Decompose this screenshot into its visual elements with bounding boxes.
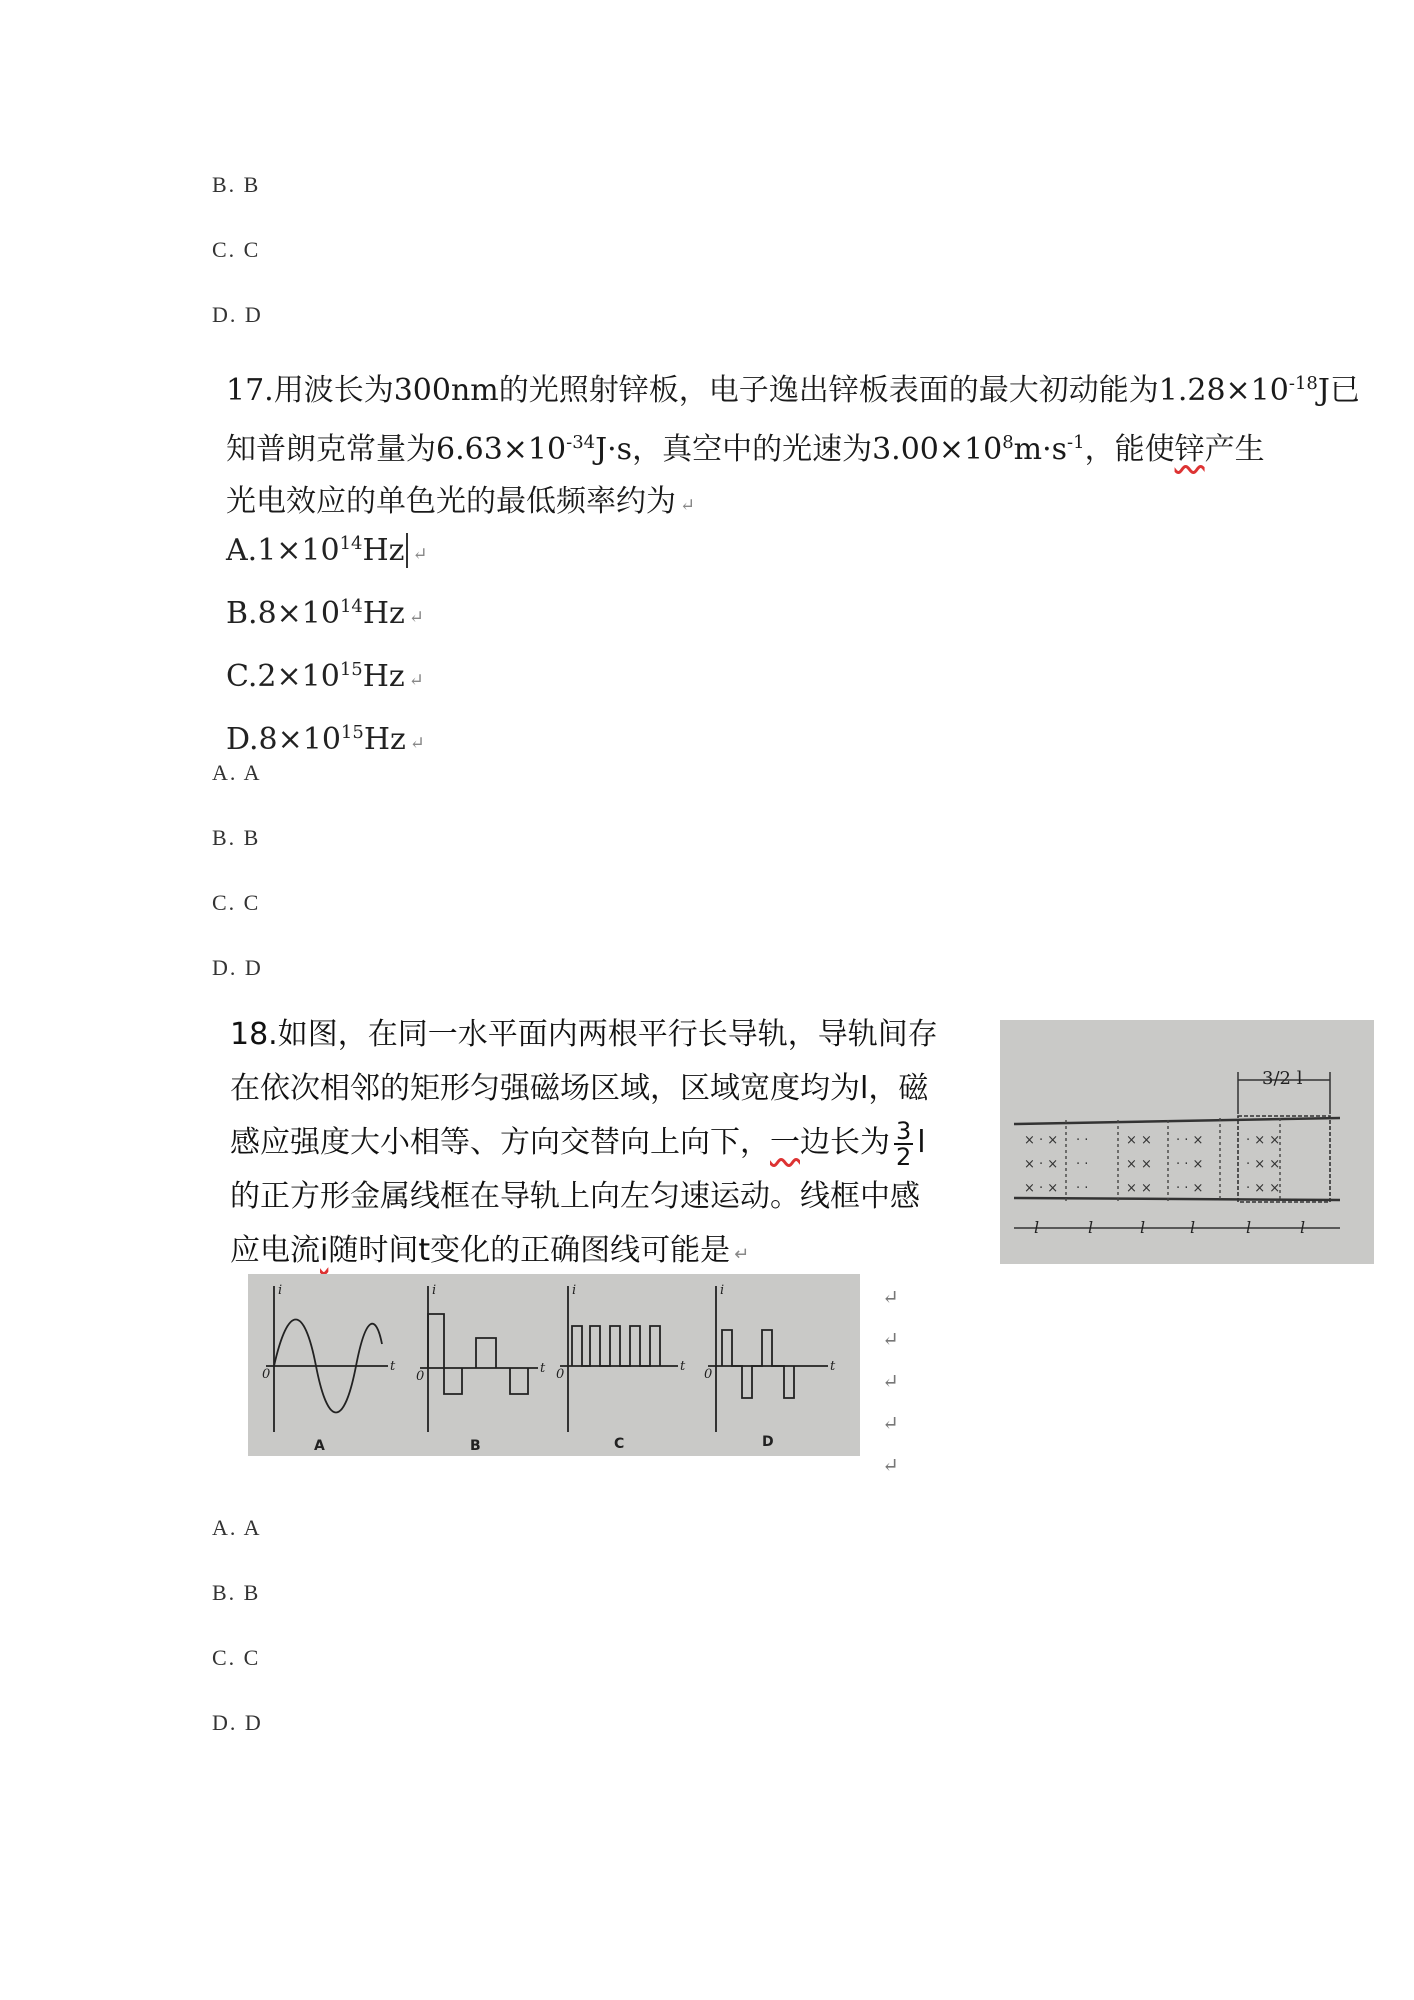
exponent: -18: [1288, 373, 1318, 394]
q18-text: 随时间t变化的正确图线可能是: [328, 1233, 731, 1268]
q18-answer-a[interactable]: A. A: [212, 1515, 262, 1540]
rails-magnetic-field-figure: [1000, 1020, 1374, 1264]
svg-text:· × ×: · × ×: [1246, 1133, 1281, 1148]
svg-text:· ·: · ·: [1076, 1157, 1089, 1172]
return-mark-icon: ↵: [734, 1244, 750, 1265]
svg-text:l: l: [1190, 1218, 1196, 1237]
graph-b-axis-i: i: [432, 1283, 437, 1298]
q18-answer-b[interactable]: B. B: [212, 1580, 261, 1605]
fraction-denominator: 2: [896, 1142, 912, 1171]
option-text: A.1×10: [226, 533, 340, 568]
svg-text:l: l: [1246, 1218, 1252, 1237]
top-dimension-label: 3/2 l: [1262, 1068, 1303, 1089]
rails-figure-svg: [1000, 1020, 1374, 1264]
graph-c: [560, 1286, 678, 1432]
exponent: 14: [339, 596, 363, 617]
q18-line-2: 在依次相邻的矩形匀强磁场区域，区域宽度均为l，磁: [230, 1071, 929, 1106]
graph-a-origin: 0: [262, 1367, 271, 1382]
spellcheck-word: 一: [770, 1125, 800, 1160]
svg-text:× ×: × ×: [1126, 1133, 1152, 1148]
rail-top: [1014, 1118, 1340, 1124]
return-mark-icon: ↵: [412, 544, 428, 565]
svg-text:× · ×: × · ×: [1024, 1157, 1059, 1172]
q18-text: 感应强度大小相等、方向交替向上向下，: [230, 1125, 770, 1160]
exponent: 14: [339, 533, 363, 554]
q17-option-a[interactable]: [226, 518, 428, 581]
q17-option-c[interactable]: [226, 644, 428, 707]
return-mark-icon: ↵: [882, 1411, 899, 1435]
graph-b-origin: 0: [416, 1369, 425, 1384]
q17-options: [226, 518, 428, 770]
graph-a-axis-i: i: [278, 1283, 283, 1298]
option-unit: Hz: [363, 722, 406, 757]
option-text: C.2×10: [226, 659, 340, 694]
field-marks: [1024, 1133, 1280, 1196]
q17-text: 知普朗克常量为6.63×10: [226, 432, 567, 467]
return-mark-icon: ↵: [882, 1285, 899, 1309]
option-text: B.8×10: [226, 596, 340, 631]
q17-line-1: [226, 358, 1396, 417]
q18-text: l: [917, 1125, 926, 1160]
exponent: -1: [1067, 432, 1085, 453]
svg-text:· × ×: · × ×: [1246, 1157, 1281, 1172]
graph-label-a: A: [314, 1438, 325, 1454]
current-time-graphs-figure: [248, 1274, 860, 1456]
prev-answer-d[interactable]: D. D: [212, 302, 263, 327]
q17-text: ，能使: [1084, 432, 1175, 467]
q17-text: 光电效应的单色光的最低频率约为: [226, 484, 676, 519]
exponent: -34: [566, 432, 596, 453]
fraction: [894, 1116, 913, 1171]
prev-answer-c[interactable]: C. C: [212, 237, 261, 262]
svg-text:· · ×: · · ×: [1176, 1133, 1204, 1148]
spellcheck-word: 锌: [1174, 432, 1205, 467]
return-mark-icon: ↵: [882, 1327, 899, 1351]
return-mark-icon: ↵: [882, 1453, 899, 1477]
graph-b-axis-t: t: [540, 1361, 546, 1376]
graphs-svg: [248, 1274, 860, 1456]
return-mark-icon: ↵: [680, 495, 696, 516]
q17-answer-a[interactable]: A. A: [212, 760, 262, 785]
return-mark-icon: ↵: [408, 607, 424, 628]
return-mark-icon: ↵: [409, 733, 425, 754]
q17-text: J已: [1317, 373, 1360, 408]
graph-c-origin: 0: [556, 1367, 565, 1382]
q17-text: m·s: [1013, 432, 1068, 467]
svg-text:l: l: [1300, 1218, 1306, 1237]
option-unit: Hz: [362, 659, 405, 694]
q17-answer-d[interactable]: D. D: [212, 955, 263, 980]
exponent: 15: [340, 722, 364, 743]
exponent: 15: [339, 659, 363, 680]
graph-label-b: B: [470, 1438, 481, 1454]
return-mark-icon: ↵: [882, 1369, 899, 1393]
exponent: 8: [1002, 432, 1014, 453]
text-cursor: [406, 533, 408, 568]
svg-text:· · ×: · · ×: [1176, 1157, 1204, 1172]
q18-text: 边长为: [800, 1125, 890, 1160]
q17-text: 产生: [1204, 432, 1265, 467]
q18-line-3: [230, 1116, 990, 1170]
option-unit: Hz: [362, 533, 405, 568]
q18-answer-d[interactable]: D. D: [212, 1710, 263, 1735]
graph-c-axis-t: t: [680, 1359, 686, 1374]
q18-line-1: 18.如图，在同一水平面内两根平行长导轨，导轨间存: [230, 1017, 938, 1052]
graph-label-c: C: [614, 1436, 625, 1452]
q17-answer-c[interactable]: C. C: [212, 890, 261, 915]
q17-answer-b[interactable]: B. B: [212, 825, 261, 850]
spellcheck-word: i: [320, 1233, 329, 1268]
svg-text:· · ×: · · ×: [1176, 1181, 1204, 1196]
graph-a-axis-t: t: [390, 1359, 396, 1374]
svg-text:l: l: [1034, 1218, 1040, 1237]
svg-text:l: l: [1088, 1218, 1094, 1237]
graph-label-d: D: [762, 1434, 774, 1450]
svg-text:× ×: × ×: [1126, 1157, 1152, 1172]
return-marks-column: [882, 1276, 899, 1486]
q17-text: 17.用波长为300nm的光照射锌板，电子逸出锌板表面的最大初动能为1.28×10: [226, 373, 1289, 408]
graph-c-axis-i: i: [572, 1283, 577, 1298]
q17-line-2: [226, 417, 1396, 476]
graph-d-axis-t: t: [830, 1359, 836, 1374]
rail-bottom: [1014, 1198, 1340, 1200]
graph-d-axis-i: i: [720, 1283, 725, 1298]
graph-d-origin: 0: [704, 1367, 713, 1382]
svg-text:· × ×: · × ×: [1246, 1181, 1281, 1196]
svg-text:× · ×: × · ×: [1024, 1181, 1059, 1196]
q17-text: J·s，真空中的光速为3.00×10: [595, 432, 1003, 467]
svg-text:× ×: × ×: [1126, 1181, 1152, 1196]
graph-a: [266, 1286, 388, 1432]
option-text: D.8×10: [226, 722, 341, 757]
return-mark-icon: ↵: [408, 670, 424, 691]
question-18: [230, 1008, 990, 1282]
option-unit: Hz: [362, 596, 405, 631]
svg-text:· ·: · ·: [1076, 1133, 1089, 1148]
svg-text:l: l: [1140, 1218, 1146, 1237]
question-17: [226, 358, 1396, 532]
q17-option-b[interactable]: [226, 581, 428, 644]
fraction-numerator: 3: [896, 1116, 912, 1145]
q18-text: 应电流: [230, 1233, 320, 1268]
q18-answer-c[interactable]: C. C: [212, 1645, 261, 1670]
graph-d: [708, 1286, 828, 1432]
svg-text:· ·: · ·: [1076, 1181, 1089, 1196]
prev-answer-b[interactable]: B. B: [212, 172, 261, 197]
q18-line-4: 的正方形金属线框在导轨上向左匀速运动。线框中感: [230, 1179, 920, 1214]
svg-text:× · ×: × · ×: [1024, 1133, 1059, 1148]
graph-b: [420, 1286, 538, 1432]
